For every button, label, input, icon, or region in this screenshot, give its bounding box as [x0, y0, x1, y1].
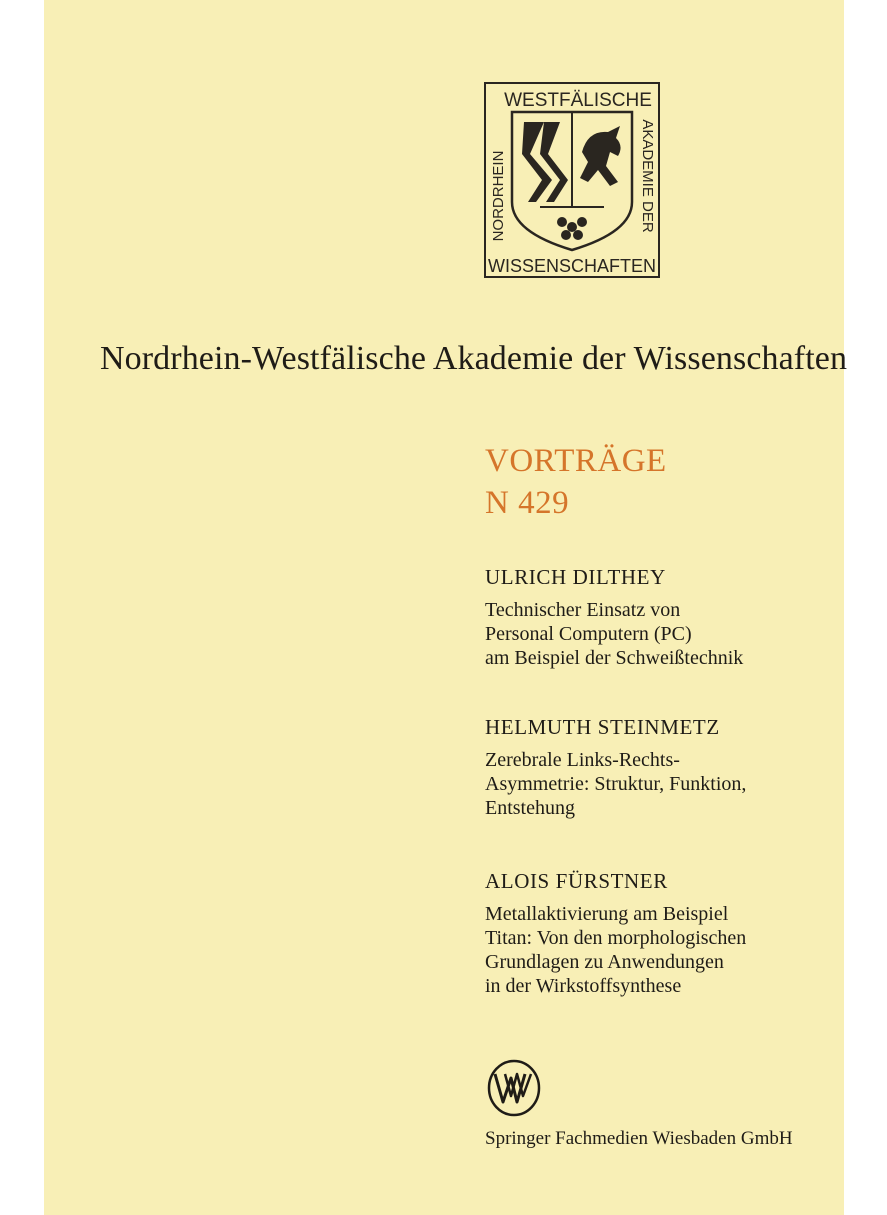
lecture-title-line: am Beispiel der Schweißtechnik — [485, 647, 744, 669]
lecture-title-line: Zerebrale Links-Rechts- — [485, 749, 680, 771]
lecture-title-line: Entstehung — [485, 797, 575, 819]
publisher-name: Springer Fachmedien Wiesbaden GmbH — [485, 1128, 793, 1149]
svg-text:WESTFÄLISCHE: WESTFÄLISCHE — [504, 90, 652, 111]
author-name: ALOIS FÜRSTNER — [485, 869, 668, 893]
lecture-title-line: in der Wirkstoffsynthese — [485, 975, 682, 997]
lecture-title-line: Titan: Von den morphologischen — [485, 927, 747, 949]
lecture-title-line: Metallaktivierung am Beispiel — [485, 903, 729, 925]
lecture-entry — [485, 564, 825, 670]
svg-text:WISSENSCHAFTEN: WISSENSCHAFTEN — [487, 256, 657, 276]
lecture-entry — [485, 714, 825, 820]
lecture-entry — [485, 868, 825, 998]
lecture-title-line: Asymmetrie: Struktur, Funktion, — [485, 773, 747, 795]
academy-emblem — [484, 82, 660, 278]
author-name: HELMUTH STEINMETZ — [485, 715, 720, 739]
series-name: VORTRÄGE — [485, 443, 667, 479]
author-name: ULRICH DILTHEY — [485, 565, 666, 589]
lecture-title-line: Grundlagen zu Anwendungen — [485, 951, 724, 973]
lecture-title-line: Technischer Einsatz von — [485, 599, 681, 621]
svg-text:AKADEMIE DER: AKADEMIE DER — [639, 119, 656, 233]
academy-title: Nordrhein-Westfälische Akademie der Wissenschaften — [100, 340, 848, 377]
svg-text:NORDRHEIN: NORDRHEIN — [490, 150, 507, 242]
publisher-logo-icon — [486, 1058, 542, 1118]
series-number: N 429 — [485, 485, 570, 521]
series-block — [485, 440, 667, 524]
lecture-title-line: Personal Computern (PC) — [485, 623, 692, 645]
